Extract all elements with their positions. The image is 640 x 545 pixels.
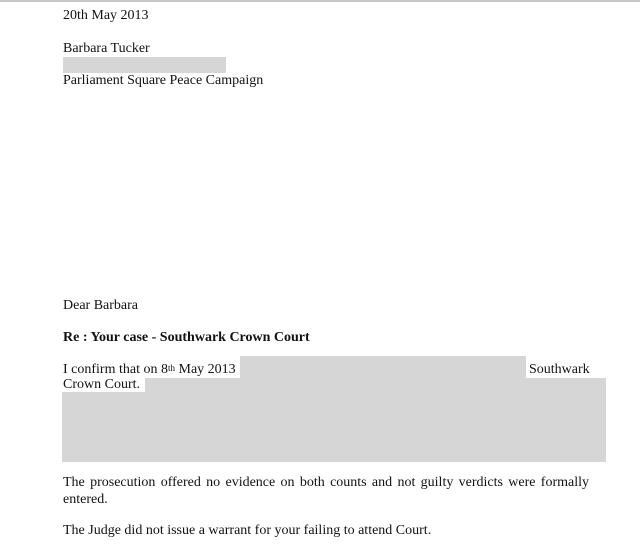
recipient-organisation: Parliament Square Peace Campaign	[63, 73, 264, 88]
warrant-sentence: The Judge did not issue a warrant for your failing to attend Court.	[63, 523, 432, 538]
confirmation-line-start	[63, 362, 236, 378]
subject-line: Re : Your case - Southwark Crown Court	[63, 330, 310, 345]
redacted-text-inline	[240, 356, 526, 380]
redacted-address-block	[63, 57, 226, 73]
prosecution-paragraph: The prosecution offered no evidence on both counts and not guilty verdicts were formally entered.	[63, 475, 589, 507]
letter-date: 20th May 2013	[63, 8, 149, 23]
salutation: Dear Barbara	[63, 298, 139, 313]
redacted-paragraph-block	[62, 392, 606, 462]
confirmation-line-court: Crown Court.	[63, 377, 140, 392]
confirm-date-rest-text: May 2013	[175, 362, 236, 377]
recipient-name: Barbara Tucker	[63, 41, 150, 56]
redacted-text-line2	[145, 378, 606, 393]
confirm-prefix-text: I confirm that on 8	[63, 362, 168, 377]
confirm-date-suffix: th	[167, 363, 175, 373]
page-top-border	[0, 0, 640, 2]
confirmation-location: Southwark	[529, 362, 590, 377]
